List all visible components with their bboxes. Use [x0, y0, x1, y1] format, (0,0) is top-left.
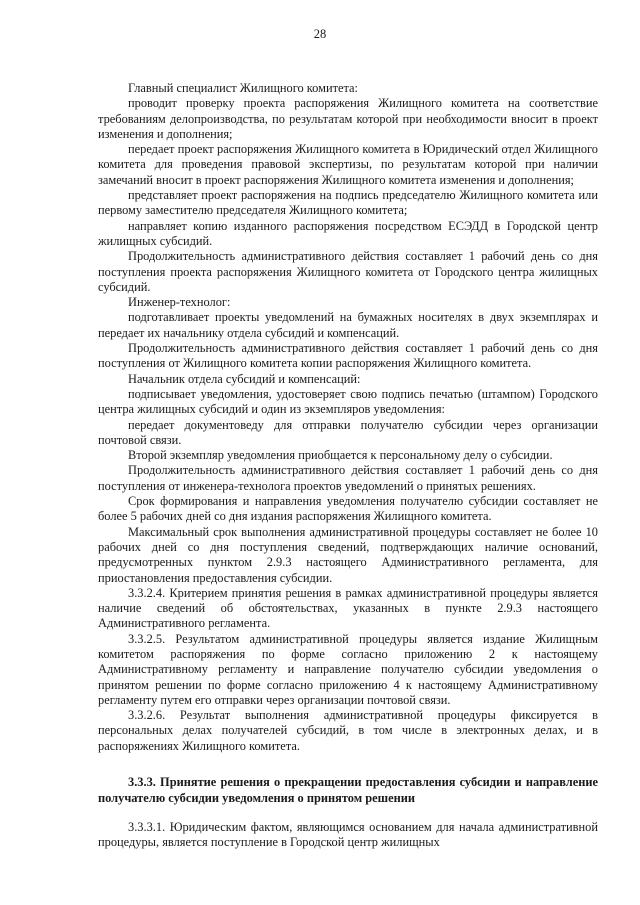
page-number: 28 [313, 27, 327, 41]
paragraph: Продолжительность административного действия составляет 1 рабочий день со дня поступления проекта распоряжения Жилищного комитета от Городского центра жилищных субсидий. [98, 249, 598, 294]
paragraph: 3.3.2.6. Результат выполнения административной процедуры фиксируется в персональных делах получателей субсидий, в том числе в электронных делах, и в распоряжениях Жилищного комитета. [98, 708, 598, 753]
paragraph: Продолжительность административного действия составляет 1 рабочий день со дня поступления от Жилищного комитета копии распоряжения Жилищного комитета. [98, 341, 598, 371]
paragraph: 3.3.2.4. Критерием принятия решения в рамках административной процедуры является наличие сведений об обстоятельствах, указанных в пункте 2.9.3 настоящего Административного регламента. [98, 585, 598, 631]
document-body [98, 81, 598, 851]
paragraph: Срок формирования и направления уведомления получателю субсидии составляет не более 5 рабочих дней со дня издания распоряжения Жилищного комитета. [98, 494, 598, 524]
paragraph: 3.3.3.1. Юридическим фактом, являющимся основанием для начала административной процедуры, является поступление в Городской центр жилищных [98, 820, 598, 850]
paragraph: передает проект распоряжения Жилищного комитета в Юридический отдел Жилищного комитета для проведения правовой экспертизы, по результатам которой при наличии замечаний вносит в проект распоряжения Жилищного комитета изменения и дополнения; [98, 142, 598, 187]
paragraph: Продолжительность административного действия составляет 1 рабочий день со дня поступления от инженера-технолога проектов уведомлений о принятых решениях. [98, 463, 598, 493]
paragraph: проводит проверку проекта распоряжения Жилищного комитета на соответствие требованиям делопроизводства, по результатам которой при необходимости вносит в проект изменения и дополнения; [98, 96, 598, 141]
paragraph: 3.3.2.5. Результатом административной процедуры является издание Жилищным комитетом распоряжения по форме согласно приложению 2 к настоящему Административному регламенту и направление получателю субсидии уведомления о принятом решении по форме согласно приложению 4 к настоящему Административному регламенту путем его отправки через организации почтовой связи. [98, 631, 598, 707]
paragraph: передает документоведу для отправки получателю субсидии через организации почтовой связи. [98, 417, 598, 447]
section-heading: 3.3.3. Принятие решения о прекращении предоставления субсидии и направление получателю субсидии уведомления о принятом решении [98, 775, 598, 806]
paragraph: подготавливает проекты уведомлений на бумажных носителях в двух экземплярах и передает их начальнику отдела субсидий и компенсаций. [98, 310, 598, 340]
paragraph: Инженер-технолог: [128, 295, 231, 310]
paragraph: Главный специалист Жилищного комитета: [128, 81, 358, 95]
paragraph: подписывает уведомления, удостоверяет свою подпись печатью (штампом) Городского центра жилищных субсидий и один из экземпляров уведомления: [98, 386, 598, 417]
paragraph: направляет копию изданного распоряжения посредством ЕСЭДД в Городской центр жилищных субсидий. [98, 218, 598, 248]
paragraph: представляет проект распоряжения на подпись председателю Жилищного комитета или первому заместителю председателя Жилищного комитета; [98, 188, 598, 218]
paragraph: Второй экземпляр уведомления приобщается к персональному делу о субсидии. [128, 448, 553, 463]
paragraph: Начальник отдела субсидий и компенсаций: [128, 371, 361, 386]
paragraph: Максимальный срок выполнения административной процедуры составляет не более 10 рабочих дней со дня поступления сведений, подтверждающих наличие оснований, предусмотренных пунктом 2.9.3 настоящего Административного регламента, для приостановления предоставления субсидии. [98, 524, 598, 585]
